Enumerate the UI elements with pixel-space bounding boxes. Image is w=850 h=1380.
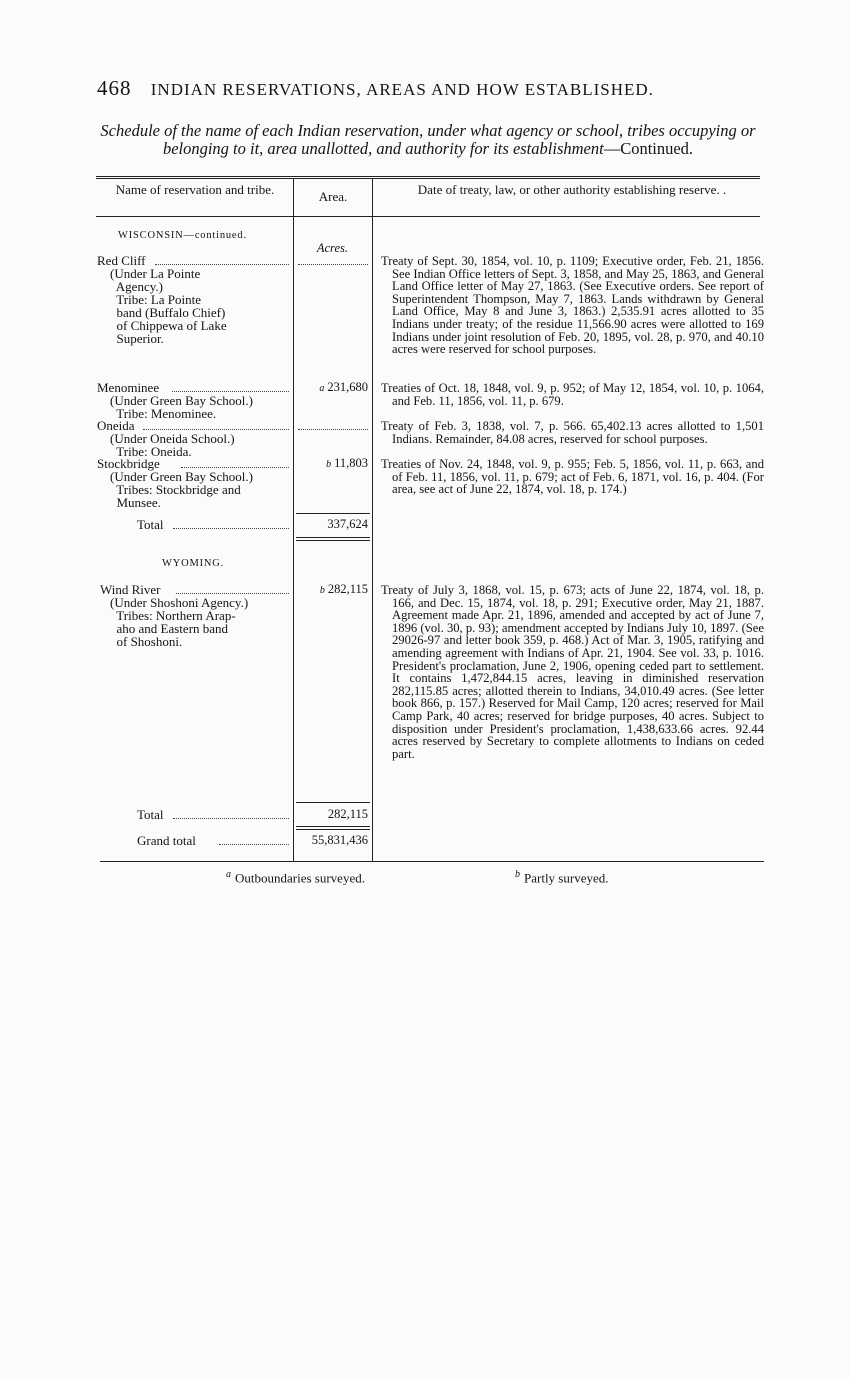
grand-total-value: 55,831,436 — [311, 833, 368, 847]
total-label: Total — [137, 807, 164, 822]
leader-dots — [219, 844, 289, 845]
authority-text: Treaties of Oct. 18, 1848, vol. 9, p. 952; of May 12, 1854, vol. 10, p. 1064, and Feb. 11, 1856, vol. 11, p. 679. — [381, 381, 764, 408]
page-number: 468 — [97, 76, 132, 100]
authority-text: Treaty of July 3, 1868, vol. 15, p. 673; acts of June 22, 1874, vol. 18, p. 166, and Dec. 15, 1874, vol. 18, p. 291; Executive order, May 21, 1887. Agreement made Apr. 21, 1896, amended and accepted by act of June 7, 1896 (vol. 30, p. 93); amendment accepted by Indians July 10, 1897. (See 29026-97 and letter book 359, p. 468.) Act of Mar. 3, 1905, ratifying and amending agreement with Indians of Apr. 21, 1904. See vol. 33, p. 1016. President's proclamation, June 2, 1906, opening ceded part to settlement. It contains 1,472,844.15 acres, leaving in diminished reservation 282,115.85 acres; allotted therein to Indians, 34,010.49 acres. (See letter book 866, p. 157.) Reserved for Mail Camp, 120 acres; reserved for Mail Camp Park, 40 acres; reserved for bridge purposes, 40 acres. Subject to disposition under President's proclamation, 1,438,633.66 acres. 92.44 acres reserved by Secretary to complete allotments to Indians on ceded part. — [381, 583, 764, 761]
area-value: a 231,680 — [319, 380, 368, 394]
leader-dots — [143, 429, 289, 430]
reservation-name: Oneida — [97, 418, 135, 433]
bottom-rule — [100, 861, 764, 862]
sum-rule — [296, 802, 370, 803]
total-value: 337,624 — [327, 517, 368, 531]
running-head-title: INDIAN RESERVATIONS, AREAS AND HOW ESTABLISHED. — [150, 80, 654, 99]
footnote-a: $^a$ Outboundaries surveyed. — [226, 869, 365, 886]
sum-rule-double — [296, 829, 370, 830]
footnote-b: $^b$ Partly surveyed. — [515, 869, 609, 886]
sum-rule — [296, 826, 370, 827]
area-value: b 11,803 — [326, 456, 368, 470]
caption-continued: —Continued. — [603, 139, 694, 158]
sum-rule — [296, 513, 370, 514]
column-divider-1 — [293, 178, 294, 862]
reservation-details: (Under Green Bay School.) Tribes: Stockbridge and Munsee. — [110, 469, 253, 510]
leader-dots — [298, 264, 368, 265]
leader-dots — [181, 467, 289, 468]
header-rule — [96, 216, 760, 217]
total-value: 282,115 — [327, 807, 368, 821]
table-caption — [92, 122, 764, 158]
top-rule-double — [96, 178, 760, 179]
reservation-name: Red Cliff — [97, 253, 146, 268]
top-rule — [96, 176, 760, 177]
column-header-name: Name of reservation and tribe. — [115, 182, 275, 197]
column-header-area: Area. — [318, 189, 348, 204]
units-label: Acres. — [316, 241, 348, 255]
authority-text: Treaty of Sept. 30, 1854, vol. 10, p. 1109; Executive order, Feb. 21, 1856. See Indian Office letters of Sept. 3, 1858, and May 25, 1863, and General Land Office letter of May 27, 1863. (See Executive orders. See report of Superintendent Thompson, May 7, 1863. Lands withdrawn by General Land Office, May 8 and June 3, 1863.) 2,535.91 acres allotted to 35 Indians under treaty; of the residue 11,566.90 acres were allotted to 169 Indians under joint resolution of Feb. 20, 1895, vol. 28, p. 970, and 40.10 acres were reserved for school purposes. — [381, 254, 764, 357]
leader-dots — [298, 429, 368, 430]
caption-text: Schedule of the name of each Indian reservation, under what agency or school, tribes occupying or belonging to it, area unallotted, and authority for its establishment — [100, 121, 756, 158]
sum-rule — [296, 537, 370, 538]
leader-dots — [173, 528, 289, 529]
reservation-name: Menominee — [97, 380, 160, 395]
total-label: Total — [137, 517, 164, 532]
reservation-name: Wind River — [100, 582, 161, 597]
leader-dots — [155, 264, 289, 265]
reservation-name: Stockbridge — [97, 456, 160, 471]
reservation-details: (Under Oneida School.) Tribe: Oneida. — [110, 431, 235, 459]
running-head — [97, 76, 747, 101]
section-heading-wisconsin: WISCONSIN—continued. — [118, 230, 247, 241]
authority-text: Treaty of Feb. 3, 1838, vol. 7, p. 566. 65,402.13 acres allotted to 1,501 Indians. Remainder, 84.08 acres, reserved for school purposes. — [381, 419, 764, 446]
reservation-details: (Under Shoshoni Agency.) Tribes: Northern Arap- aho and Eastern band of Shoshoni. — [110, 595, 249, 649]
column-divider-2 — [372, 178, 373, 862]
area-value: b 282,115 — [319, 582, 368, 596]
reservation-details: (Under Green Bay School.) Tribe: Menominee. — [110, 393, 253, 421]
reservation-details: (Under La Pointe Agency.) Tribe: La Pointe band (Buffalo Chief) of Chippewa of Lake Superior. — [110, 266, 227, 346]
leader-dots — [172, 391, 289, 392]
column-header-authority: Date of treaty, law, or other authority establishing reserve. . — [417, 182, 727, 197]
section-heading-wyoming: WYOMING. — [162, 558, 225, 569]
leader-dots — [176, 593, 289, 594]
grand-total-label: Grand total — [137, 833, 196, 848]
leader-dots — [173, 818, 289, 819]
authority-text: Treaties of Nov. 24, 1848, vol. 9, p. 955; Feb. 5, 1856, vol. 11, p. 663, and of Feb. 11, 1856, vol. 11, p. 679; act of Feb. 6, 1871, vol. 16, p. 404. (For area, see act of June 22, 1874, vol. 18, p. 174.) — [381, 457, 764, 497]
sum-rule-double — [296, 540, 370, 541]
